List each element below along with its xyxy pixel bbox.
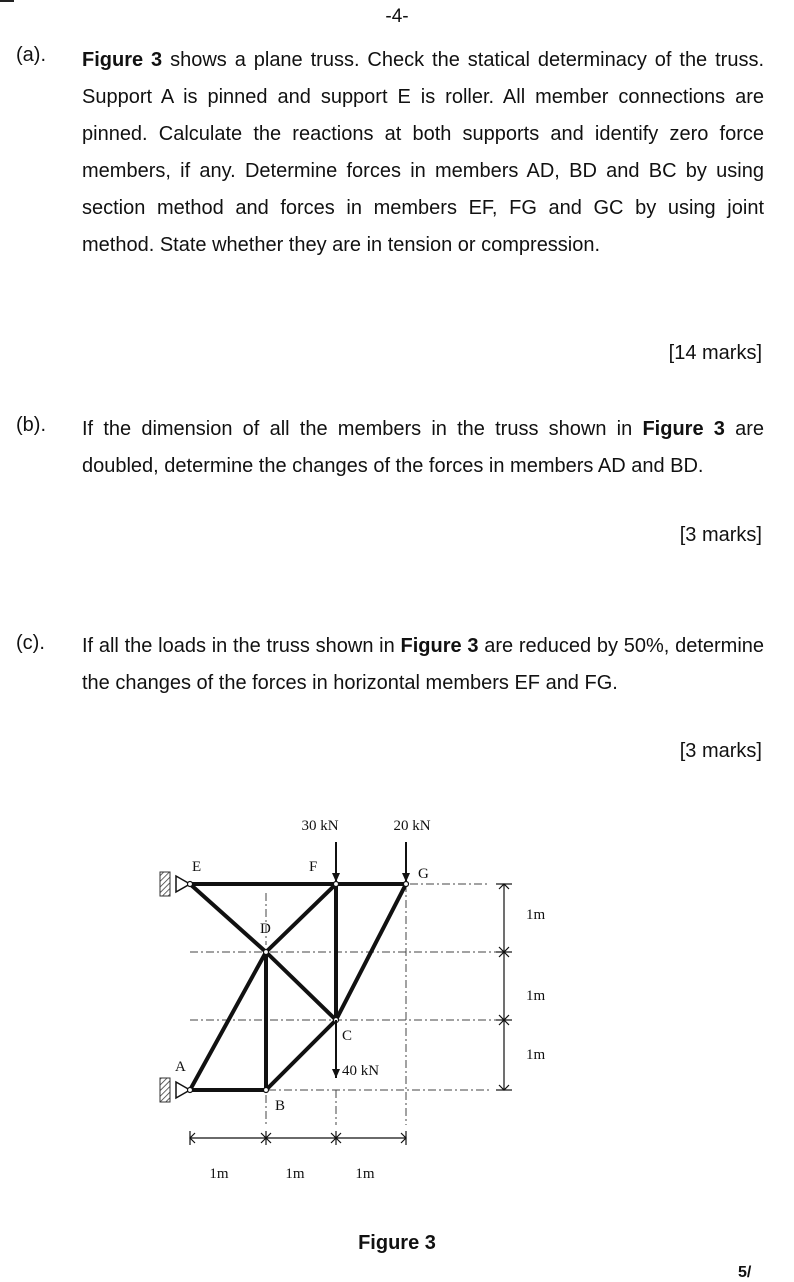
member-ad (190, 952, 266, 1090)
member-ed (190, 884, 266, 952)
question-c-text-part: If all the loads in the truss shown in (82, 635, 401, 657)
vertical-dimensions (496, 884, 512, 1090)
dim-h2: 1m (285, 1166, 305, 1182)
load-label-f: 30 kN (301, 818, 339, 834)
corner-mark (0, 0, 14, 2)
member-fd (266, 884, 336, 952)
dim-v3: 1m (526, 1047, 546, 1063)
question-a-text (82, 42, 764, 264)
truss-figure (0, 800, 794, 1200)
node-label-a: A (175, 1059, 186, 1075)
load-label-c: 40 kN (342, 1063, 380, 1079)
horizontal-dimensions (190, 1131, 406, 1145)
member-bc (266, 1020, 336, 1090)
support-e (160, 872, 190, 896)
dim-h3: 1m (355, 1166, 375, 1182)
truss-members (190, 884, 406, 1090)
member-dc (266, 952, 336, 1020)
dim-h1: 1m (209, 1166, 229, 1182)
load-label-g: 20 kN (393, 818, 431, 834)
node-label-e: E (192, 859, 202, 875)
page-number: -4- (385, 6, 409, 27)
node-label-d: D (260, 921, 271, 937)
node-label-b: B (275, 1098, 286, 1114)
question-a-label: (a). (16, 44, 46, 66)
dim-v2: 1m (526, 988, 546, 1004)
figure-ref: Figure 3 (82, 49, 163, 71)
question-b-text-part: If the dimension of all the members in the truss shown in (82, 418, 643, 440)
dim-v1: 1m (526, 907, 546, 923)
question-b-text (82, 411, 764, 485)
question-c-text (82, 628, 764, 702)
support-a (160, 1078, 190, 1102)
question-b-text-part: are doubled, determine the changes of the forces in members AD and BD. (82, 418, 765, 477)
question-c-label: (c). (16, 632, 45, 654)
node-label-c: C (342, 1028, 353, 1044)
page-footer: 5/ (738, 1264, 752, 1281)
node-label-f: F (309, 859, 318, 875)
question-a-body: shows a plane truss. Check the statical determinacy of the truss. Support A is pinned and support E is roller. All member connections are pinned. Calculate the reactions at both supports and identify zero force members, if any. Determine forces in members AD, BD and BC by using section method and forces in members EF, FG and GC by using joint method. State whether they are in tension or compression. (82, 49, 765, 256)
figure-ref: Figure 3 (642, 418, 725, 440)
question-b-marks: [3 marks] (679, 524, 762, 546)
question-a-marks: [14 marks] (668, 342, 762, 364)
question-c-marks: [3 marks] (679, 740, 762, 762)
figure-caption: Figure 3 (358, 1232, 436, 1254)
figure-ref: Figure 3 (400, 635, 479, 657)
question-c-text-part: are reduced by 50%, determine the changes of the forces in horizontal members EF and FG. (82, 635, 765, 694)
question-b-label: (b). (16, 414, 46, 436)
node-label-g: G (418, 866, 429, 882)
